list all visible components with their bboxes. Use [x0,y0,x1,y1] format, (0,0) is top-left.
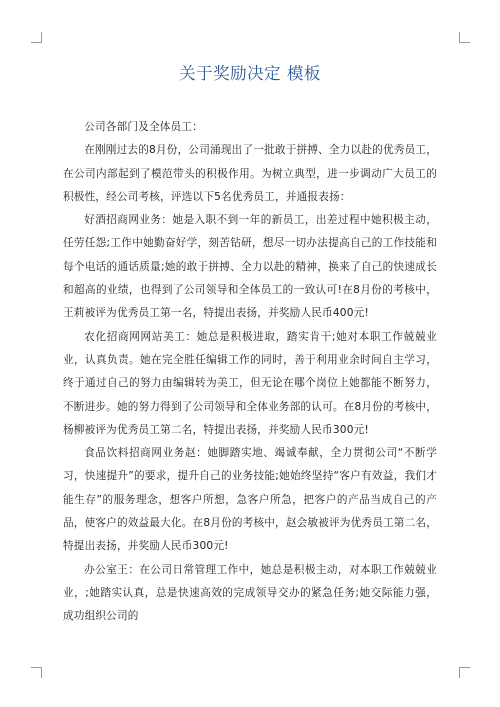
paragraph-intro: 在刚刚过去的8月份，公司涌现出了一批敢于拼搏、全力以赴的优秀员工，在公司内部起到了模范带头的积极作用。为树立典型，进一步调动广大员工的积极性，经公司考核，评选以下5名优秀员工，并通报表扬： [63,144,437,203]
document-body [63,116,437,629]
document-content [63,62,437,629]
paragraph-award-3: 食品饮料招商网业务赵：她脚踏实地、竭诚奉献，全力贯彻公司“不断学习，快速提升”的要求，提升自己的业务技能;她始终坚持“客户有效益，我们才能生存”的服务理念，想客户所想，急客户所急，把客户的产品当成自己的产品，使客户的效益最大化。在8月份的考核中，赵会敏被评为优秀员工第二名，特提出表扬，并奖励人民币300元! [63,447,437,553]
crop-mark-bottom-right [459,667,470,678]
crop-mark-bottom-left [31,667,42,678]
paragraph-award-1: 好酒招商网业务：她是入职不到一年的新员工，出差过程中她积极主动，任劳任怨;工作中她勤奋好学，刻苦钻研，想尽一切办法提高自己的工作技能和每个电话的通话质量;她的敢于拼搏、全力以赴的精神，换来了自己的快速成长和超高的业绩，也得到了公司领导和全体员工的一致认可!在8月份的考核中，王莉被评为优秀员工第一名，特提出表扬，并奖励人民币400元! [63,214,437,320]
crop-mark-top-left [31,32,42,43]
paragraph-award-4: 办公室王：在公司日常管理工作中，她总是积极主动，对本职工作兢兢业业，;她踏实认真，总是快速高效的完成领导交办的紧急任务;她交际能力强，成功组织公司的 [63,563,437,623]
crop-mark-top-right [459,32,470,43]
salutation: 公司各部门及全体员工： [84,121,203,133]
document-title: 关于奖励决定 模板 [179,64,321,83]
paragraph-award-2: 农化招商网网站美工：她总是积极进取，踏实肯干;她对本职工作兢兢业业，认真负责。她在完全胜任编辑工作的同时，善于利用业余时间自主学习，终于通过自己的努力由编辑转为美工，但无论在哪个岗位上她都能不断努力，不断进步。她的努力得到了公司领导和全体业务部的认可。在8月份的考核中，杨柳被评为优秀员工第二名，特提出表扬，并奖励人民币300元! [63,330,437,436]
